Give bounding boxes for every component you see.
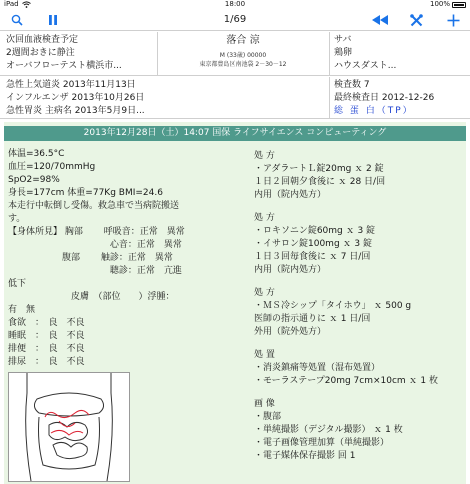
patient-id: M (33歳) 00000 [219, 52, 267, 59]
status-bar [0, 0, 470, 9]
allergy-item: サバ [334, 35, 352, 45]
allergy-item: ハウスダスト... [334, 61, 397, 71]
divider [157, 32, 158, 76]
device-label: iPad [4, 0, 19, 8]
record-banner[interactable]: 2013年12月28日（土）14:07 国保 ライフサイエンス コンピューティング [4, 126, 466, 141]
prescription-block: 処 方 ・アダラートＬ錠20mg ｘ 2 錠 １日２回朝夕食後に ｘ 28 日/回 内用（院内処方） [254, 151, 386, 200]
patient-name: 落合 涼 [226, 35, 260, 46]
page-counter: 1/69 [223, 14, 247, 25]
allergy-item: 鶏卵 [334, 48, 353, 58]
soap-plan [254, 150, 464, 463]
abdomen-sketch[interactable] [8, 372, 130, 482]
divider [329, 32, 330, 76]
patient-header [0, 32, 470, 76]
header-note: 2週間おきに静注 [6, 48, 75, 58]
patient-summary[interactable] [162, 34, 324, 69]
treatment-block: 処 置 ・消炎鎮痛等処置（湿布処置） ・モーラステープ20mg 7cm×10cm ｘ 1 枚 [254, 350, 438, 386]
header-note: 次回血液検査予定 [6, 35, 79, 45]
diagnosis-item: 急性胃炎 主病名 2013年5月9日... [6, 106, 145, 116]
battery-percent: 100% [429, 0, 450, 8]
exam-summary[interactable] [334, 79, 434, 118]
status-time: 18:00 [224, 0, 246, 8]
vital-and-findings-text: 体温=36.5°C 血圧=120/70mmHg SpO2=98% 身長=177cm 体重=77Kg BMI=24.6 本走行中転倒し受傷。救急車で当病院搬送 す。 【身体所見】 胸部 呼吸音：正常 異常 心音：正常 異常 腹部 触診：正常 異常 聴診：正常 亢進 低下 皮膚 （部位 ）浮腫： 有 無 食欲 ： 良 不良 睡眠 ： 良 不良 排便 ： 良 不良 排尿 ： 良 不良 [8, 149, 185, 367]
diagnosis-panel [0, 77, 470, 119]
prescription-block: 処 方 ・ＭＳ冷シップ「タイホウ」 ｘ 500 g 医師の指示通りに ｘ 1 日/回 外用（院外処方） [254, 288, 412, 337]
imaging-block: 画 像 ・腹部 ・単純撮影（デジタル撮影） ｘ 1 枚 ・電子画像管理加算（単純撮影） ・電子媒体保存撮影 回 1 [254, 399, 403, 461]
record-content [4, 122, 466, 484]
battery-indicator [430, 0, 466, 9]
soap-subjective [8, 148, 248, 369]
diagnosis-item: 急性上気道炎 2013年11月13日 [6, 80, 136, 90]
last-exam-date: 最終検査日 2012-12-26 [334, 93, 435, 103]
header-note: オーバフローテスト横浜市... [6, 61, 122, 71]
exam-count: 検査数 7 [334, 80, 370, 90]
divider [329, 77, 330, 119]
header-notes[interactable] [6, 34, 156, 73]
battery-icon [452, 2, 466, 8]
allergy-list[interactable] [334, 34, 464, 73]
diagnosis-list[interactable] [6, 79, 145, 118]
diagnosis-item: インフルエンザ 2013年10月26日 [6, 93, 145, 103]
prescription-block: 処 方 ・ロキソニン錠60mg ｘ 3 錠 ・イサロン錠100mg ｘ 3 錠 １日３回毎食後に ｘ 7 日/回 内用（院内処方） [254, 213, 376, 275]
patient-address: 東京都豊島区南池袋 2－30－12 [199, 61, 287, 68]
total-protein-link[interactable]: 総 蛋 白（TP） [334, 106, 414, 116]
